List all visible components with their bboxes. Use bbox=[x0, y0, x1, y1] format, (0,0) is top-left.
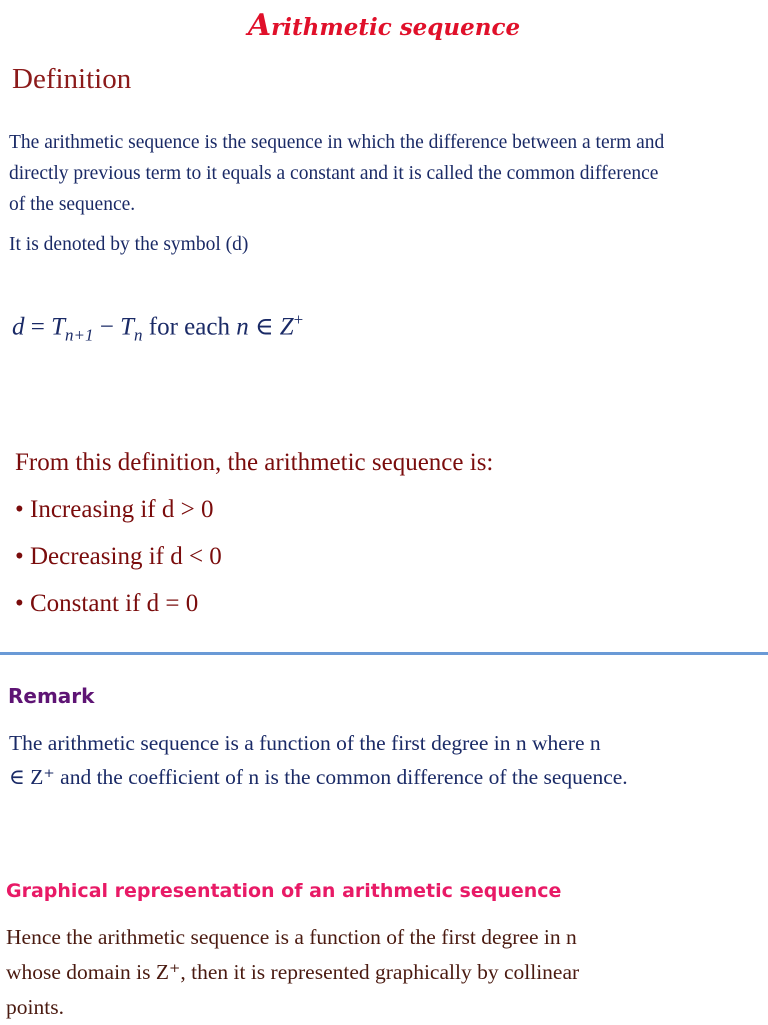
definition-line: The arithmetic sequence is the sequence in which the difference between a term and bbox=[9, 132, 665, 153]
eq-in: ∈ bbox=[254, 313, 274, 341]
definition-paragraph bbox=[9, 127, 664, 220]
symbol-line: It is denoted by the symbol (d) bbox=[9, 234, 249, 255]
remark-heading: Remark bbox=[8, 684, 95, 708]
title-rest: rithmetic sequence bbox=[271, 14, 521, 41]
eq-set-sup: + bbox=[293, 310, 304, 329]
property-increasing: • Increasing if d > 0 bbox=[15, 496, 214, 523]
eq-t2: T bbox=[120, 313, 135, 341]
eq-set: Z bbox=[279, 313, 294, 341]
eq-sub1: n+1 bbox=[65, 325, 94, 345]
remark-paragraph bbox=[9, 726, 628, 794]
definition-heading: Definition bbox=[12, 63, 132, 95]
title-initial: A bbox=[247, 8, 272, 43]
graphical-paragraph bbox=[6, 920, 579, 1025]
remark-line: The arithmetic sequence is a function of the first degree in n where n bbox=[9, 731, 601, 755]
page-title bbox=[0, 8, 768, 43]
eq-t1: T bbox=[51, 313, 66, 341]
eq-var: n bbox=[236, 313, 249, 341]
definition-line: of the sequence. bbox=[9, 194, 136, 215]
graphical-line: Hence the arithmetic sequence is a function of the first degree in n bbox=[6, 925, 577, 949]
eq-equals: = bbox=[30, 313, 45, 341]
eq-sub2: n bbox=[134, 325, 143, 345]
graphical-heading: Graphical representation of an arithmetic sequence bbox=[6, 880, 562, 902]
properties-intro: From this definition, the arithmetic sequence is: bbox=[15, 449, 494, 476]
graphical-line: whose domain is Z⁺, then it is represented graphically by collinear bbox=[6, 960, 580, 984]
eq-minus: − bbox=[99, 313, 114, 341]
property-decreasing: • Decreasing if d < 0 bbox=[15, 543, 222, 570]
eq-for-each: for each bbox=[148, 313, 230, 341]
definition-line: directly previous term to it equals a constant and it is called the common difference bbox=[9, 163, 659, 184]
eq-lhs: d bbox=[12, 313, 25, 341]
graphical-line: points. bbox=[6, 995, 64, 1019]
difference-equation bbox=[12, 310, 303, 345]
property-constant: • Constant if d = 0 bbox=[15, 590, 199, 617]
section-divider bbox=[0, 652, 768, 655]
remark-line: ∈ Z⁺ and the coefficient of n is the common difference of the sequence. bbox=[9, 765, 628, 789]
